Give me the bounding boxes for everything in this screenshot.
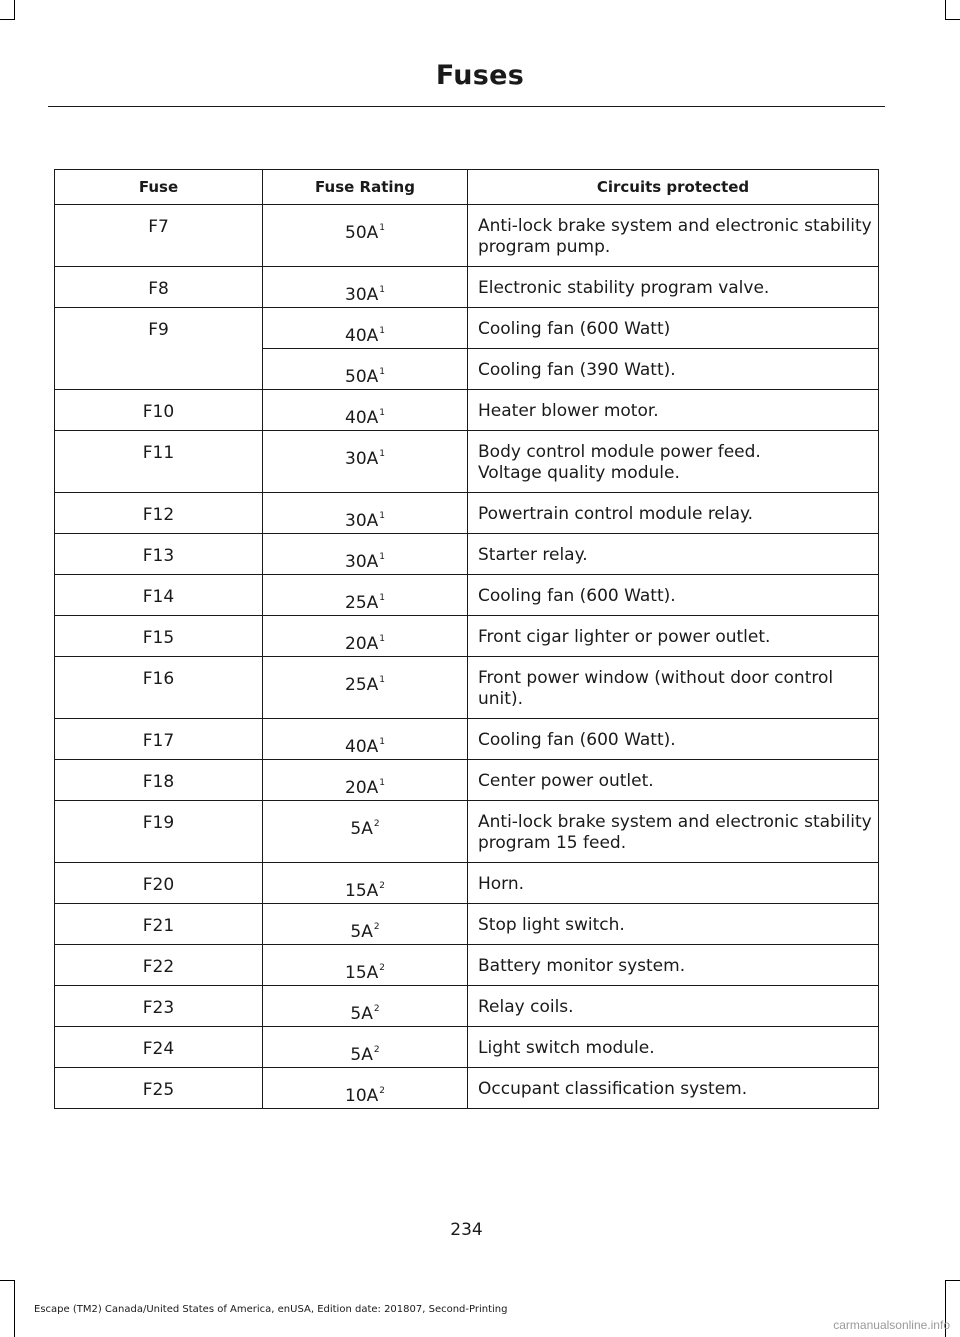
fuse-rating-value: 40A [345, 408, 379, 428]
footnote-marker: 1 [379, 326, 385, 336]
fuse-rating-value: 20A [345, 634, 379, 654]
circuit-description: Heater blower motor. [468, 390, 879, 431]
fuse-rating-value: 50A [345, 223, 379, 243]
fuse-rating [263, 986, 468, 1027]
table-row [55, 431, 879, 493]
fuse-rating [263, 945, 468, 986]
fuse-id: F13 [55, 534, 263, 575]
table-row [55, 1027, 879, 1068]
circuit-description: Occupant classification system. [468, 1068, 879, 1109]
circuit-description: Body control module power feed. Voltage quality module. [468, 431, 879, 493]
fuse-rating-value: 30A [345, 449, 379, 469]
table-row [55, 308, 879, 349]
circuit-description: Cooling fan (390 Watt). [468, 349, 879, 390]
fuse-rating-value: 30A [345, 511, 379, 531]
circuit-description: Light switch module. [468, 1027, 879, 1068]
table-row [55, 616, 879, 657]
crop-mark-top-left-v [14, 0, 15, 20]
circuit-description: Electronic stability program valve. [468, 267, 879, 308]
fuse-id: F11 [55, 431, 263, 493]
fuse-rating [263, 349, 468, 390]
fuse-id: F7 [55, 205, 263, 267]
crop-mark-top-right-v [945, 0, 946, 20]
circuit-description: Center power outlet. [468, 760, 879, 801]
table-row [55, 657, 879, 719]
table-row [55, 760, 879, 801]
footnote-marker: 2 [373, 1045, 380, 1055]
fuse-rating [263, 863, 468, 904]
fuse-rating [263, 431, 468, 493]
fuse-id: F18 [55, 760, 263, 801]
circuit-description: Cooling fan (600 Watt) [468, 308, 879, 349]
fuse-id: F17 [55, 719, 263, 760]
page-title: Fuses [435, 60, 525, 91]
table-row [55, 390, 879, 431]
fuse-id: F21 [55, 904, 263, 945]
table-header-row [55, 170, 879, 205]
fuse-id: F14 [55, 575, 263, 616]
footnote-marker: 1 [379, 223, 385, 233]
fuse-rating [263, 575, 468, 616]
fuse-id: F12 [55, 493, 263, 534]
fuse-rating-value: 20A [345, 778, 379, 798]
fuse-id: F16 [55, 657, 263, 719]
fuse-id: F9 [55, 308, 263, 390]
circuit-description: Front cigar lighter or power outlet. [468, 616, 879, 657]
header-circuits-protected: Circuits protected [468, 170, 879, 205]
page-number: 234 [450, 1220, 483, 1240]
table-row [55, 575, 879, 616]
fuse-rating [263, 760, 468, 801]
circuit-description: Starter relay. [468, 534, 879, 575]
footnote-marker: 1 [379, 408, 385, 418]
fuse-rating [263, 205, 468, 267]
fuse-id: F23 [55, 986, 263, 1027]
circuit-description: Stop light switch. [468, 904, 879, 945]
fuse-rating [263, 267, 468, 308]
table-row [55, 904, 879, 945]
fuse-rating-value: 30A [345, 552, 379, 572]
fuse-rating-value: 15A [345, 881, 379, 901]
header-fuse: Fuse [55, 170, 263, 205]
fuse-rating [263, 719, 468, 760]
crop-mark-top-right-h [945, 19, 960, 20]
footnote-marker: 1 [379, 367, 385, 377]
crop-mark-bottom-right-h [945, 1280, 960, 1281]
edition-footer: Escape (TM2) Canada/United States of America, enUSA, Edition date: 201807, Second-Printing [34, 1304, 508, 1315]
table-row [55, 534, 879, 575]
fuse-rating [263, 1068, 468, 1109]
fuse-id: F10 [55, 390, 263, 431]
footnote-marker: 1 [379, 552, 385, 562]
circuit-description: Anti-lock brake system and electronic stability program pump. [468, 205, 879, 267]
footnote-marker: 2 [379, 1086, 385, 1096]
fuse-rating-value: 5A [350, 819, 373, 839]
circuit-description: Powertrain control module relay. [468, 493, 879, 534]
fuse-id: F15 [55, 616, 263, 657]
table-row [55, 493, 879, 534]
fuse-rating [263, 801, 468, 863]
fuse-rating [263, 534, 468, 575]
table-row [55, 205, 879, 267]
fuse-id: F25 [55, 1068, 263, 1109]
circuit-description: Relay coils. [468, 986, 879, 1027]
fuse-rating-value: 50A [345, 367, 379, 387]
table-row [55, 945, 879, 986]
fuse-id: F20 [55, 863, 263, 904]
fuse-rating-value: 5A [350, 1004, 373, 1024]
table-row [55, 719, 879, 760]
table-row [55, 863, 879, 904]
table-row [55, 986, 879, 1027]
fuse-rating [263, 390, 468, 431]
footnote-marker: 1 [379, 449, 385, 459]
table-row [55, 267, 879, 308]
fuse-rating-value: 40A [345, 737, 379, 757]
circuit-description: Battery monitor system. [468, 945, 879, 986]
fuse-table [54, 169, 879, 1109]
fuse-rating-value: 40A [345, 326, 379, 346]
fuse-rating [263, 493, 468, 534]
fuse-rating-value: 25A [345, 675, 379, 695]
title-divider [48, 106, 885, 107]
table-row [55, 801, 879, 863]
footnote-marker: 2 [379, 881, 385, 891]
footnote-marker: 1 [379, 737, 385, 747]
fuse-rating [263, 308, 468, 349]
fuse-table-body [55, 205, 879, 1109]
fuse-rating [263, 904, 468, 945]
circuit-description: Cooling fan (600 Watt). [468, 719, 879, 760]
circuit-description: Anti-lock brake system and electronic stability program 15 feed. [468, 801, 879, 863]
footnote-marker: 1 [379, 285, 385, 295]
circuit-description: Horn. [468, 863, 879, 904]
footnote-marker: 2 [373, 922, 380, 932]
fuse-rating [263, 616, 468, 657]
fuse-rating-value: 30A [345, 285, 379, 305]
footnote-marker: 1 [379, 634, 385, 644]
footnote-marker: 2 [379, 963, 385, 973]
footnote-marker: 1 [379, 778, 385, 788]
fuse-id: F24 [55, 1027, 263, 1068]
fuse-rating-value: 10A [345, 1086, 379, 1106]
watermark: carmanualsonline.info [833, 1318, 950, 1332]
footnote-marker: 2 [373, 1004, 380, 1014]
circuit-description: Cooling fan (600 Watt). [468, 575, 879, 616]
footnote-marker: 2 [373, 819, 380, 829]
fuse-rating-value: 5A [350, 922, 373, 942]
circuit-description: Front power window (without door control unit). [468, 657, 879, 719]
footnote-marker: 1 [379, 593, 385, 603]
fuse-rating [263, 1027, 468, 1068]
fuse-id: F8 [55, 267, 263, 308]
crop-mark-bottom-left-v [14, 1280, 15, 1337]
fuse-id: F22 [55, 945, 263, 986]
fuse-id: F19 [55, 801, 263, 863]
crop-mark-bottom-left-h [0, 1280, 15, 1281]
table-row [55, 1068, 879, 1109]
fuse-rating [263, 657, 468, 719]
fuse-rating-value: 25A [345, 593, 379, 613]
fuse-rating-value: 5A [350, 1045, 373, 1065]
footnote-marker: 1 [379, 511, 385, 521]
header-fuse-rating: Fuse Rating [263, 170, 468, 205]
footnote-marker: 1 [379, 675, 385, 685]
crop-mark-top-left-h [0, 19, 15, 20]
fuse-rating-value: 15A [345, 963, 379, 983]
